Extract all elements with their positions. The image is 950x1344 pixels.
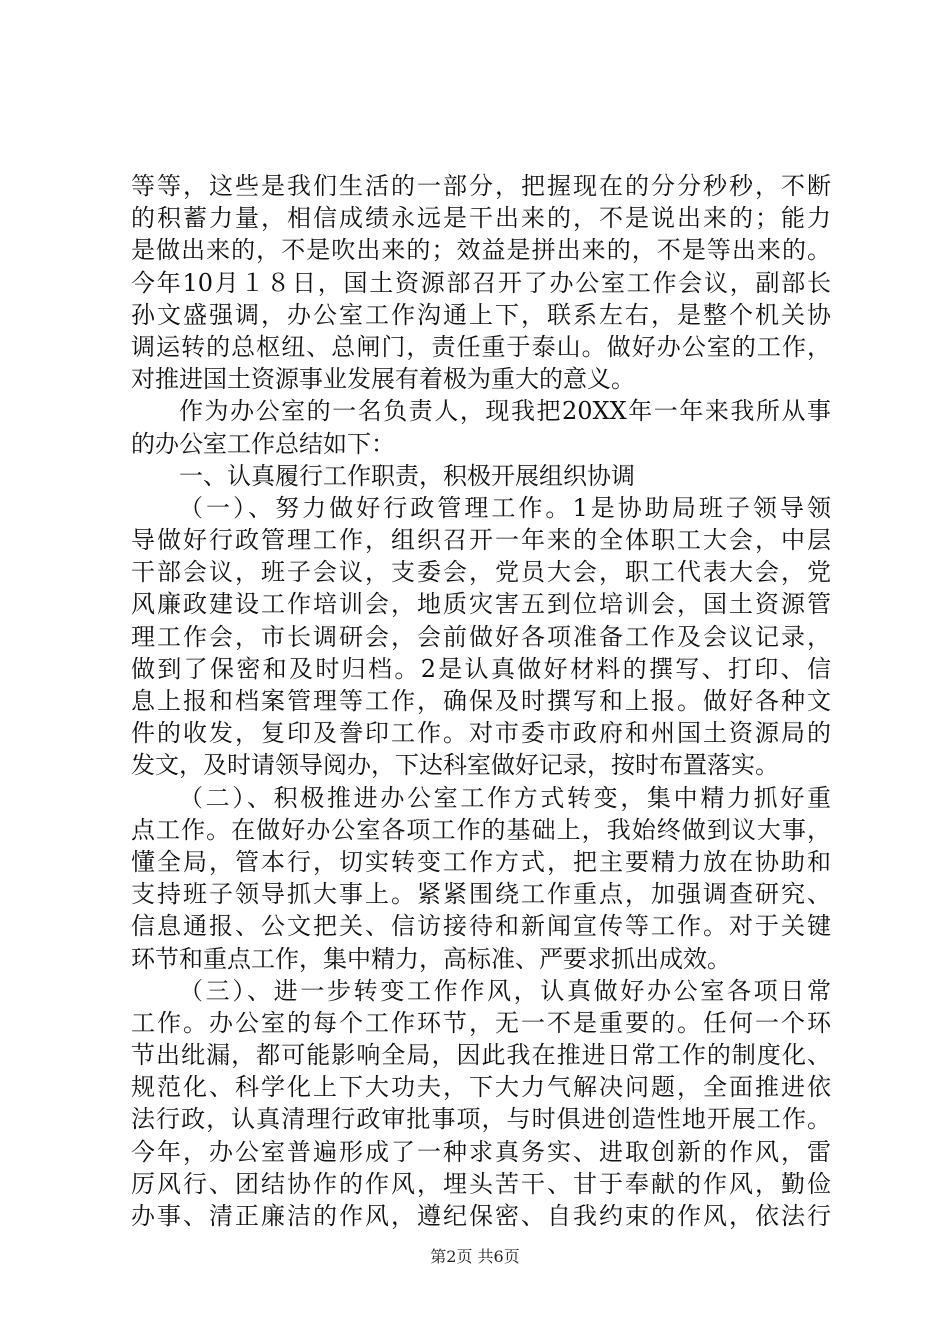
text-line: （一）、努力做好行政管理工作。1是协助局班子领导领 [179, 493, 831, 522]
text-line: 懂全局，管本行，切实转变工作方式，把主要精力放在协助和 [131, 847, 831, 876]
text-line: 法行政，认真清理行政审批事项，与时俱进创造性地开展工作。 [131, 1105, 831, 1134]
text-line: 发文，及时请领导阅办，下达科室做好记录，按时布置落实。 [131, 751, 779, 780]
text-line: 作为办公室的一名负责人，现我把20XX年一年来我所从事 [179, 397, 831, 426]
text-line: 规范化、科学化上下大功夫，下大力气解决问题，全面推进依 [131, 1073, 831, 1102]
text-line: 风廉政建设工作培训会，地质灾害五到位培训会，国土资源管 [131, 590, 831, 619]
text-line: 今年，办公室普遍形成了一种求真务实、进取创新的作风，雷 [131, 1137, 831, 1166]
text-line: 今年10月１８日，国土资源部召开了办公室工作会议，副部长 [131, 268, 831, 297]
text-line: 的办公室工作总结如下： [131, 429, 395, 458]
text-line: 息上报和档案管理等工作，确保及时撰写和上报。做好各种文 [131, 687, 831, 715]
text-line: 对推进国土资源事业发展有着极为重大的意义。 [131, 365, 635, 394]
text-line: 厉风行、团结协作的作风，埋头苦干、甘于奉献的作风，勤俭 [131, 1169, 831, 1198]
text-line: 的积蓄力量，相信成绩永远是干出来的，不是说出来的；能力 [131, 204, 831, 233]
text-line: 孙文盛强调，办公室工作沟通上下，联系左右，是整个机关协 [131, 300, 831, 329]
text-line: 信息通报、公文把关、信访接待和新闻宣传等工作。对于关键 [131, 912, 831, 941]
text-line: 环节和重点工作，集中精力，高标准、严要求抓出成效。 [131, 944, 731, 973]
text-line: 理工作会，市长调研会，会前做好各项准备工作及会议记录， [131, 622, 831, 651]
text-line: 一、认真履行工作职责，积极开展组织协调 [179, 461, 635, 490]
text-line: 干部会议，班子会议，支委会，党员大会，职工代表大会，党 [131, 558, 831, 587]
text-line: 件的收发，复印及誊印工作。对市委市政府和州国土资源局的 [131, 719, 831, 748]
text-line: 导做好行政管理工作，组织召开一年来的全体职工大会，中层 [131, 526, 831, 555]
text-line: 工作。办公室的每个工作环节，无一不是重要的。任何一个环 [131, 1008, 831, 1037]
page-footer: 第2页 共6页 [430, 1247, 520, 1266]
text-line: 是做出来的，不是吹出来的；效益是拼出来的，不是等出来的。 [131, 236, 831, 265]
text-line: 节出纰漏，都可能影响全局，因此我在推进日常工作的制度化、 [131, 1041, 831, 1070]
text-line: 点工作。在做好办公室各项工作的基础上，我始终做到议大事， [131, 815, 831, 844]
text-line: （三）、进一步转变工作作风，认真做好办公室各项日常 [179, 976, 831, 1005]
text-line: 办事、清正廉洁的作风，遵纪保密、自我约束的作风，依法行 [131, 1202, 831, 1230]
text-line: 调运转的总枢纽、总闸门，责任重于泰山。做好办公室的工作， [131, 332, 831, 361]
text-line: 做到了保密和及时归档。2是认真做好材料的撰写、打印、信 [131, 654, 831, 683]
document-body [131, 170, 831, 1232]
text-line: （二）、积极推进办公室工作方式转变，集中精力抓好重 [179, 783, 831, 812]
text-line: 支持班子领导抓大事上。紧紧围绕工作重点，加强调查研究、 [131, 880, 831, 909]
text-line: 等等，这些是我们生活的一部分，把握现在的分分秒秒，不断 [131, 172, 831, 200]
